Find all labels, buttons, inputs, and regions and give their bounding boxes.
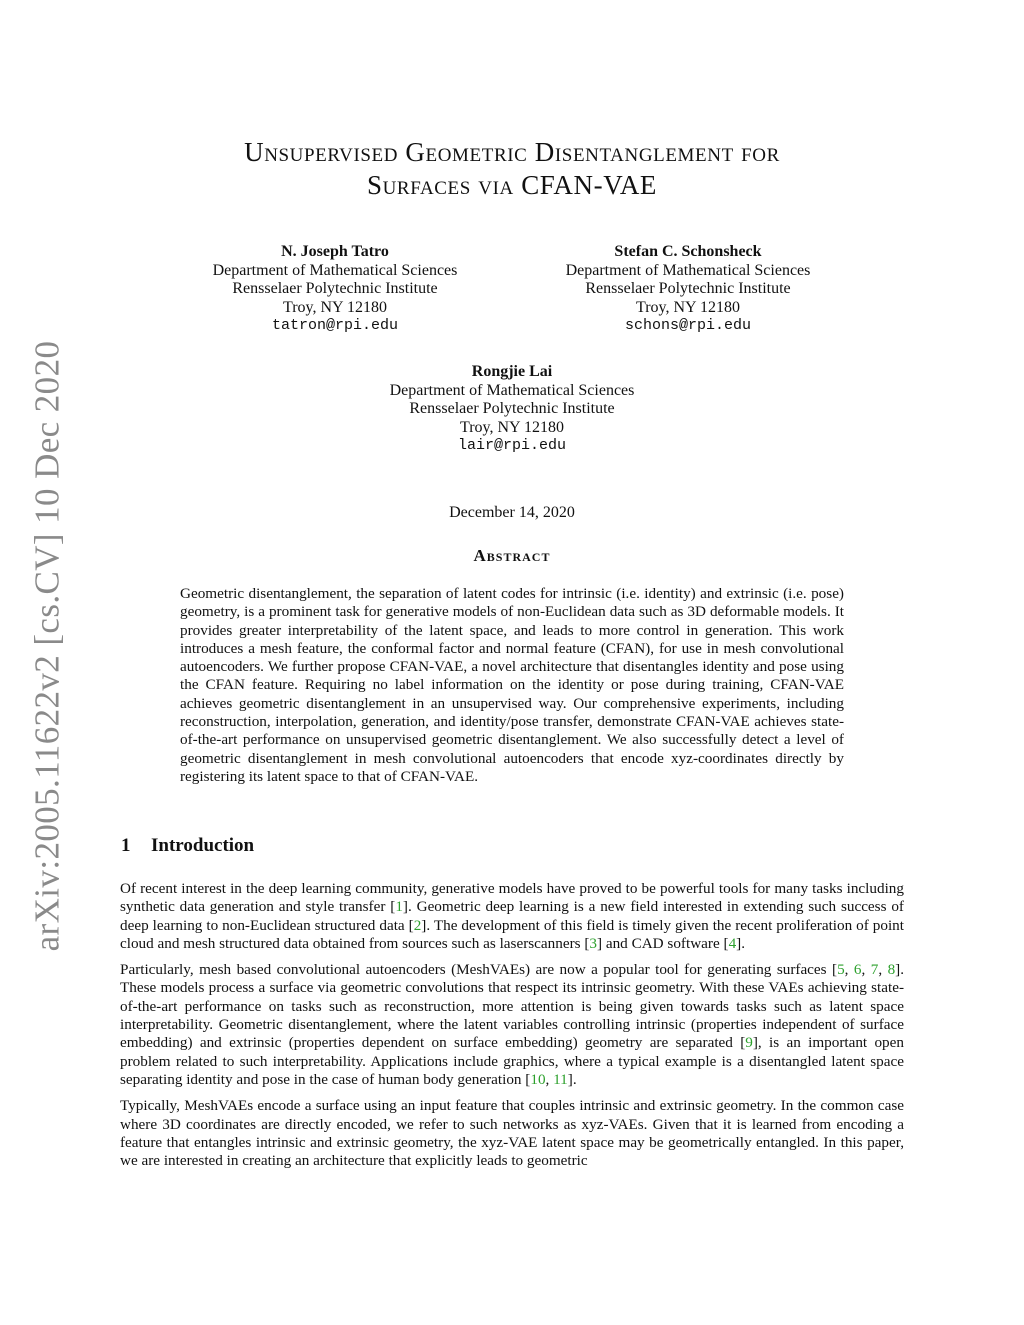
author-name: N. Joseph Tatro [281, 243, 389, 260]
text-span: Particularly, mesh based convolutional autoencoders (MeshVAEs) are now a popular tool for generating surfaces [ [120, 961, 838, 979]
author-name: Rongjie Lai [471, 363, 553, 380]
citation-link[interactable]: 11 [553, 1070, 568, 1088]
author-city: Troy, NY 12180 [459, 418, 564, 436]
author-block [362, 363, 662, 456]
author-email: schons@rpi.edu [624, 317, 752, 334]
abstract-heading-text: Abstract [473, 546, 551, 565]
author-department: Department of Mathematical Sciences [389, 381, 635, 399]
citation-link[interactable]: 7 [870, 961, 879, 979]
text-span: , [844, 961, 854, 979]
author-institute: Rensselaer Polytechnic Institute [232, 280, 438, 297]
author-city: Troy, NY 12180 [282, 298, 387, 316]
paragraph [120, 880, 904, 953]
paragraph: Typically, MeshVAEs encode a surface using an input feature that couples intrinsic and extrinsic geometry. In the common case where 3D coordinates are directly encoded, we refer to such networks as xyz-VAEs. Given that it is learned from encoding a feature that entangles intrinsic and extrinsic geometry, the xyz-VAE latent space may be geometrically entangled. In this paper, we are interested in creating an architecture that explicitly leads to geometric [120, 1097, 904, 1170]
citation-link[interactable]: 3 [589, 934, 597, 952]
section-number: 1 [121, 835, 131, 856]
text-span: , [878, 961, 888, 979]
text-span: ]. [567, 1070, 577, 1088]
citation-link[interactable]: 6 [853, 961, 862, 979]
text-span: , [861, 961, 871, 979]
citation-link[interactable]: 8 [887, 961, 896, 979]
section-heading [121, 835, 254, 857]
author-institute: Rensselaer Polytechnic Institute [409, 400, 615, 417]
text-span: ]. These models process a surface via geometric convolutions that respect its intrinsic geometry. With these VAEs achieving state-of-the-art performance on tasks such as reconstruction, more attention is being given towards tasks such as latent space interpretability. Geometric disentanglement, where the latent variables controlling intrinsic (properties independent of surface embedding) and extrinsic (properties dependent on surface embedding) geometry are separated [ [120, 961, 905, 1052]
text-span: ]. [736, 934, 746, 952]
text-span: ]. The development of this field is timely given the recent proliferation of point cloud and mesh structured data obtained from sources such as laserscanners [ [120, 916, 904, 952]
text-span: , [545, 1070, 554, 1088]
body-text [120, 880, 904, 1178]
author-block [538, 243, 838, 336]
paper-date: December 14, 2020 [449, 504, 575, 521]
citation-link[interactable]: 1 [395, 898, 403, 916]
citation-link[interactable]: 2 [413, 916, 422, 934]
author-email: tatron@rpi.edu [271, 317, 399, 334]
paragraph [120, 961, 904, 1089]
author-city: Troy, NY 12180 [635, 298, 740, 316]
citation-link[interactable]: 10 [530, 1070, 546, 1088]
text-span: ] and CAD software [ [596, 934, 729, 952]
section-title: Introduction [151, 835, 255, 856]
citation-link[interactable]: 4 [728, 934, 737, 952]
author-block [185, 243, 485, 336]
author-department: Department of Mathematical Sciences [212, 261, 458, 279]
abstract-text: Geometric disentanglement, the separation of latent codes for intrinsic (i.e. identity) and extrinsic (i.e. pose) geometry, is a prominent task for generative models of non-Euclidean data such as 3D deformable models. It provides greater interpretability of the latent space, and leads to more control in generation. This work introduces a mesh feature, the conformal factor and normal feature (CFAN), for use in mesh convolutional autoencoders. We further propose CFAN-VAE, a novel architecture that disentangles identity and pose using the CFAN feature. Requiring no label information on the identity or pose during training, CFAN-VAE achieves geometric disentanglement in an unsupervised way. Our comprehensive experiments, including reconstruction, interpolation, generation, and identity/pose transfer, demonstrate CFAN-VAE achieves state-of-the-art performance on unsupervised geometric disentanglement. We also successfully detect a level of geometric disentanglement in mesh convolutional autoencoders that encode xyz-coordinates directly by registering its latent space to that of CFAN-VAE. [180, 585, 844, 785]
citation-link[interactable]: 5 [837, 961, 845, 979]
author-email: lair@rpi.edu [457, 437, 567, 454]
paper-title [120, 136, 904, 202]
abstract-heading [362, 546, 662, 566]
text-span: ], is an important open problem related to such interpretability. Applications include graphics, where a typical example is a disentangled latent space separating identity and pose in the case of human body generation [ [120, 1034, 904, 1088]
author-institute: Rensselaer Polytechnic Institute [585, 280, 791, 297]
author-name: Stefan C. Schonsheck [614, 243, 762, 260]
arxiv-stamp-text: arXiv:2005.11622v2 [cs.CV] 10 Dec 2020 [27, 340, 66, 952]
citation-link[interactable]: 9 [745, 1034, 753, 1052]
text-span: ]. Geometric deep learning is a new field interested in extending such success of deep learning to non-Euclidean structured data [ [120, 898, 904, 934]
title-line-1: Unsupervised Geometric Disentanglement for [244, 137, 780, 167]
arxiv-stamp [22, 340, 72, 952]
title-line-2: Surfaces via CFAN-VAE [366, 170, 658, 200]
text-span: Of recent interest in the deep learning community, generative models have proved to be powerful tools for many tasks including synthetic data generation and style transfer [ [120, 880, 904, 916]
author-department: Department of Mathematical Sciences [565, 261, 811, 279]
